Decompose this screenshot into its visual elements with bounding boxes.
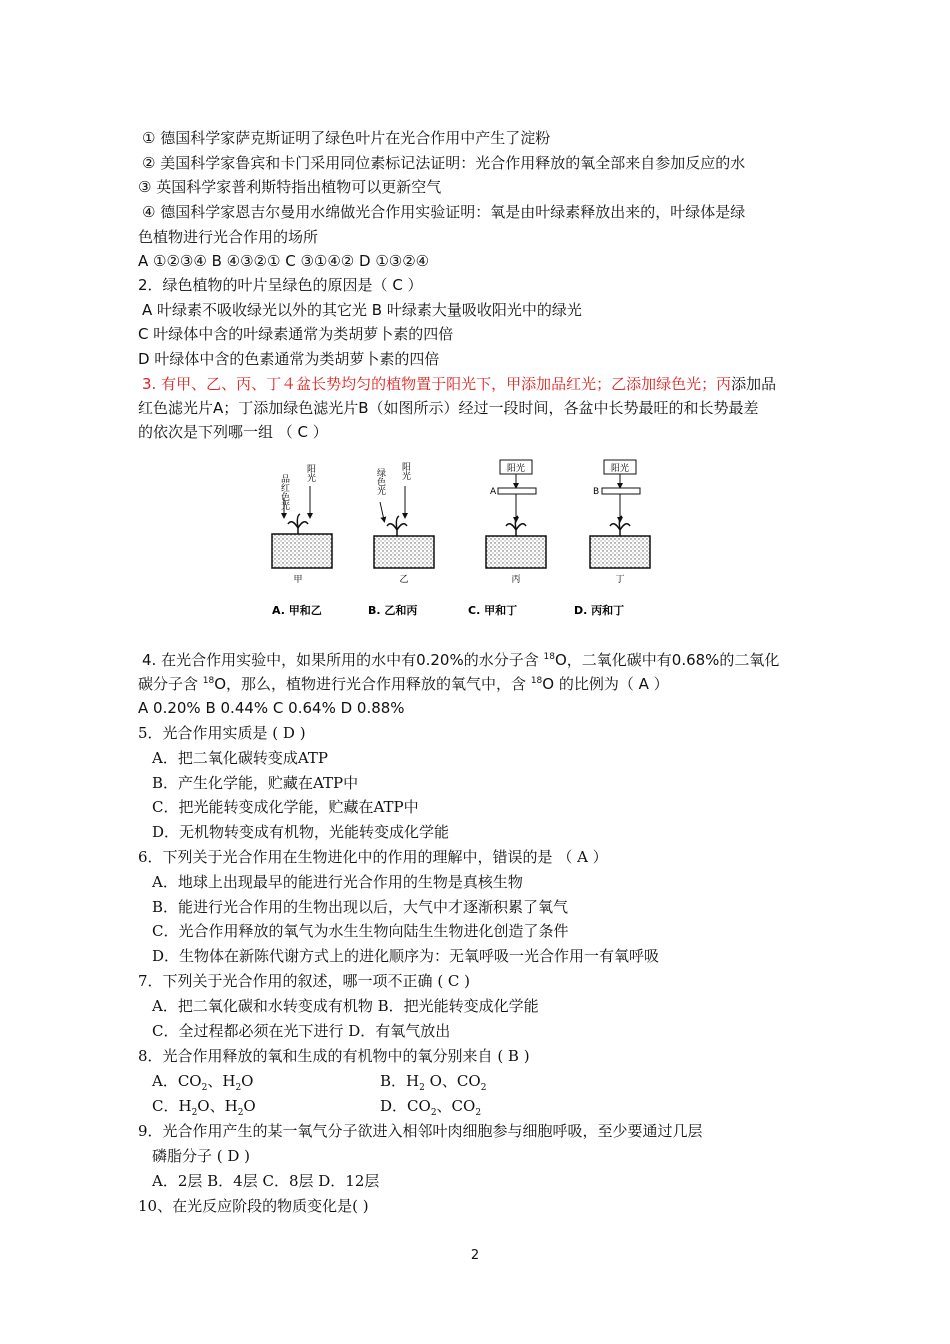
q1-options: A ①②③④ B ④③②① C ③①④② D ①③②④ [138,252,430,270]
subscript-2: 2 [201,1083,208,1093]
q8-d-text: D．CO [380,1097,431,1115]
plant-icon [610,516,630,536]
magenta-light-label: 品红色光 [279,474,289,510]
q8-stem: 8．光合作用释放的氧和生成的有机物中的氧分别来自 ( B ) [138,1047,530,1065]
q5-option-d: D．无机物转变成有机物，光能转变成化学能 [152,823,450,841]
subscript-2: 2 [237,1108,244,1118]
subscript-2: 2 [430,1108,437,1118]
q3-stem-line3: 的依次是下列哪一组 （ C ） [138,423,328,441]
pot-label-ding: 丁 [615,575,625,585]
isotope-18: 18 [543,652,555,662]
q4-stem-line2 [138,673,669,695]
q5-option-b: B．产生化学能，贮藏在ATP中 [152,774,359,792]
pot-bing-group [486,460,546,585]
subscript-2: 2 [475,1108,482,1118]
filter-b [602,488,640,494]
figure-option-d: D. 丙和丁 [574,604,625,617]
subscript-2: 2 [480,1083,487,1093]
pot-jia-group [272,464,332,585]
subscript-2: 2 [235,1083,242,1093]
plant-icon [288,514,308,534]
q3-stem-line2: 红色滤光片A；丁添加绿色滤光片B（如图所示）经过一段时间，各盆中长势最旺的和长势最差 [138,399,759,417]
q4-options: A 0.20% B 0.44% C 0.64% D 0.88% [138,699,405,717]
filter-b-label: B [593,487,600,497]
pot-jia [272,534,332,568]
q3-figure [262,458,662,624]
q4-text-2c: O 的比例为（ A ） [542,675,669,693]
q9-options: A．2层 B．4层 C．8层 D．12层 [152,1172,380,1190]
q3-stem-red: 3. 有甲、乙、丙、丁４盆长势均匀的植物置于阳光下，甲添加品红光；乙添加绿色光；丙 [142,375,732,393]
subscript-2: 2 [419,1083,425,1093]
green-light-label: 绿色光 [375,468,385,495]
page-number: 2 [470,1248,480,1263]
q9-stem-line2: 磷脂分子 ( D ) [152,1147,251,1165]
q1-statement-4b: 色植物进行光合作用的场所 [138,228,319,246]
q6-stem: 6．下列关于光合作用在生物进化中的作用的理解中，错误的是 （ A ） [138,848,608,866]
q3-stem-black: 添加品 [731,375,777,393]
green-arrow [380,502,384,520]
q1-statement-1: ① 德国科学家萨克斯证明了绿色叶片在光合作用中产生了淀粉 [142,129,551,147]
q4-text-1a: 4. 在光合作用实验中，如果所用的水中有0.20%的水分子含 [142,651,544,669]
pot-ding-group [590,460,650,585]
q2-option-d: D 叶绿体中含的色素通常为类胡萝卜素的四倍 [138,350,440,368]
q5-option-c: C．把光能转变成化学能，贮藏在ATP中 [152,798,419,816]
q8-option-c [152,1095,256,1117]
q4-text-1b: O，二氧化碳中有0.68%的二氧化 [554,651,780,669]
q3-stem-line1 [142,373,776,395]
pot-label-bing: 丙 [511,575,521,585]
plant-icon [387,516,407,536]
q7-option-cd: C．全过程都必须在光下进行 D．有氧气放出 [152,1022,451,1040]
isotope-18: 18 [202,676,215,686]
isotope-18: 18 [530,676,543,686]
q1-statement-4a: ④ 德国科学家恩吉尔曼用水绵做光合作用实验证明：氧是由叶绿素释放出来的，叶绿体是绿 [142,203,746,221]
pot-label-yi: 乙 [399,575,409,585]
q6-option-b: B．能进行光合作用的生物出现以后，大气中才逐渐积累了氧气 [152,898,569,916]
figure-option-c: C. 甲和丁 [468,604,518,617]
q6-option-d: D．生物体在新陈代谢方式上的进化顺序为：无氧呼吸一光合作用一有氧呼吸 [152,947,660,965]
q8-a-o: O [241,1072,254,1090]
q7-stem: 7．下列关于光合作用的叙述，哪一项不正确 ( C ) [138,972,471,990]
q8-c-o: O [243,1097,256,1115]
pot-yi [374,536,434,568]
q7-option-ab: A．把二氧化碳和水转变成有机物 B．把光能转变成化学能 [152,997,539,1015]
sunlight-label-ding: 阳光 [610,464,630,474]
pot-ding [590,536,650,568]
pot-bing [486,536,546,568]
pot-label-jia: 甲 [293,575,303,585]
q4-stem-line1 [142,649,779,671]
q8-b-text: B．H [380,1072,420,1090]
q8-a-text: A．CO [152,1072,202,1090]
q4-text-2b: O，那么，植物进行光合作用释放的氧气中，含 [214,675,531,693]
q2-option-c: C 叶绿体中含的叶绿素通常为类胡萝卜素的四倍 [138,325,454,343]
pot-yi-group [374,462,434,585]
filter-a [498,488,536,494]
q8-a-sep: 、H [207,1072,236,1090]
figure-option-a: A. 甲和乙 [272,604,322,617]
q8-b-mid: O、CO [424,1072,481,1090]
q8-option-b [380,1070,486,1092]
q2-option-ab: A 叶绿素不吸收绿光以外的其它光 B 叶绿素大量吸收阳光中的绿光 [142,301,582,319]
q5-option-a: A．把二氧化碳转变成ATP [152,749,328,767]
q10-stem: 10、在光反应阶段的物质变化是( ) [138,1197,369,1215]
q2-stem: 2．绿色植物的叶片呈绿色的原因是（ C ） [138,276,423,294]
q1-statement-2: ② 美国科学家鲁宾和卡门采用同位素标记法证明：光合作用释放的氧全部来自参加反应的水 [142,154,746,172]
sunlight-label-yi: 阳光 [400,462,410,480]
q8-option-d [380,1095,481,1117]
figure-option-b: B. 乙和丙 [368,604,418,617]
q5-stem: 5．光合作用实质是 ( D ) [138,724,306,742]
subscript-2: 2 [191,1108,198,1118]
plant-icon [506,516,526,536]
filter-a-label: A [490,487,497,497]
q8-c-mid: O、H [197,1097,238,1115]
q6-option-a: A．地球上出现最早的能进行光合作用的生物是真核生物 [152,873,523,891]
sunlight-label-jia: 阳光 [305,464,315,482]
q8-c-text: C．H [152,1097,192,1115]
q4-text-2a: 碳分子含 [138,675,203,693]
sunlight-label-bing: 阳光 [506,464,526,474]
q6-option-c: C．光合作用释放的氧气为水生生物向陆生生物进化创造了条件 [152,922,569,940]
q1-statement-3: ③ 英国科学家普利斯特指出植物可以更新空气 [138,178,442,196]
q8-d-mid: 、CO [436,1097,476,1115]
q8-option-a [152,1070,253,1092]
q9-stem-line1: 9．光合作用产生的某一氧气分子欲进入相邻叶肉细胞参与细胞呼吸，至少要通过几层 [138,1122,703,1140]
